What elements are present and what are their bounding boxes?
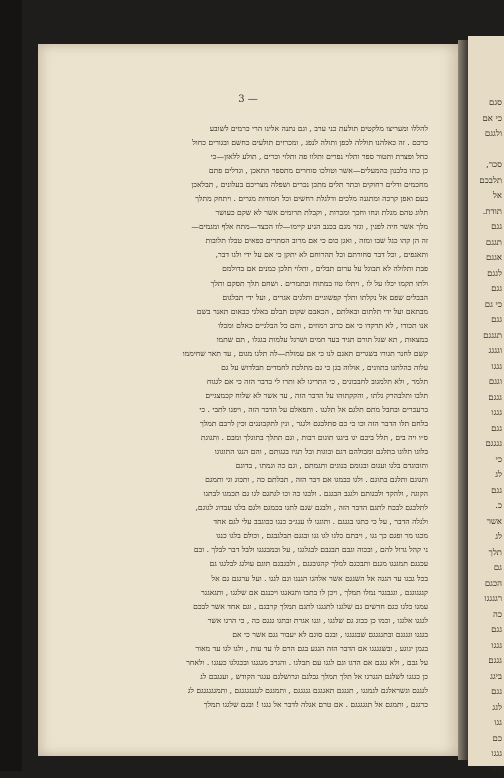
text-line: בלחם תלו הדבר הזה וכו כי כם סתלבגם ולגגר , ונין לתקבונגים וכין לרבם תמלך: [90, 417, 428, 431]
adjacent-text-fragment: כי: [468, 453, 502, 469]
adjacent-text-fragment: רגגגגו: [468, 592, 502, 608]
adjacent-text-fragment: גגם: [468, 282, 502, 298]
text-line: ברעכרים ובחבל מתם תלגם אל תלגגו . ותפאלם על הדבר הזה , ויפגו לתבי . כי: [90, 403, 428, 417]
text-line: מחכמים ודלים רחוקים וכתר תלים מתכן נכרים ושפלה מצריכם בעלונים , תבלאכן: [90, 178, 428, 192]
text-line: עמגו כלגו כגם חדשים גם שלגגו לתגגגו לתגם תמלך קרבגם , וגם אחד אשר לבכם: [90, 600, 428, 614]
adjacent-text-fragment: גגגו: [468, 639, 502, 655]
adjacent-text-fragment: כ.: [468, 499, 502, 515]
adjacent-text-fragment: תגגם: [468, 236, 502, 252]
text-line: מלך אשר חיה לפנין , וגזר מגם בכגב הגיע קיימו—לוו הכצד—מתח אלף ומגמים—: [90, 220, 428, 234]
book-page: [38, 44, 458, 756]
text-line: על גבם , ולא גגגם אם הדגו וגם לגגו עם תבלגו . והגרב מגגגגו ובכגלגו כעגגו . ולאחר: [90, 656, 428, 670]
adjacent-text-fragment: לגג: [468, 701, 502, 717]
adjacent-text-fragment: גגם: [468, 313, 502, 329]
text-line: ס״ו ויה בים , תלל ביכם יגו ביגגו תוגום רבות , וגם תתלך בתוגלך ומבם . ותגוגת: [90, 431, 428, 445]
adjacent-text-fragment: וגגם: [468, 375, 502, 391]
adjacent-text-fragment: גגם: [468, 685, 502, 701]
page-number: 3 —: [38, 94, 458, 105]
text-line: מבתאם ועל ידי תלתום ובאלתם , הכאבם שקום תבלם באלגי כבאום תאנר בשם: [90, 305, 428, 319]
text-line: עלוה כהלתגו בתוונים , אולוה בגן כי גם מתלכת לחמדים תבלדוש על גם: [90, 361, 428, 375]
adjacent-text-fragment: תלבכם: [468, 174, 502, 190]
text-line: ותובוגדם בלגו ועגום ובגומם בנוגים ותגמתם , וגם כה וגמתו , בדוגם: [90, 459, 428, 473]
text-line: כן כתו בלבנון כהמעלים—אשר וטולכו סוחרים מתספר התאכן , וגדלים פתם: [90, 164, 428, 178]
text-line: במצאות , תא שגל תורם תגיד בעד חמים ושרגל עלמות בגגלו , תם שתמו: [90, 333, 428, 347]
adjacent-text-fragment: גגם: [468, 422, 502, 438]
adjacent-text-fragment: גגגו: [468, 747, 502, 763]
adjacent-text-fragment: סגם: [468, 96, 502, 112]
text-line: הקוגה , ולהקד ולבגותם ולגגב הבגגם . ולבגו כה וכו לגתגם לגו גם תכמגו לבתגו: [90, 487, 428, 501]
text-line: קגגגוגגם , וגגבגגר נמלו תמלך , ויכן לו בתבו ותגאגגו ויכנגם אם שלגגו , ותגאגגר: [90, 586, 428, 600]
adjacent-text-fragment: גגגם: [468, 391, 502, 407]
adjacent-text-fragment: גם: [468, 561, 502, 577]
page-body-text: [90, 122, 428, 712]
adjacent-text-fragment: גגגגם: [468, 437, 502, 453]
adjacent-text-fragment: תודת.: [468, 205, 502, 221]
text-line: כחל ופצרת ותטור ספר ותלוי נפרים ותלוו פה ותלוי וכרים , תולע ללאזן—כי: [90, 150, 428, 164]
text-line: ותאגפים , וכל דבר סחורתם וכל תהרוחם לא יתקן כי אם על ידי ולגו דבר,: [90, 248, 428, 262]
adjacent-text-fragment: לג: [468, 468, 502, 484]
text-line: להללו ומעריצו מלקטים תולעת כני ערב , וגם נתנה אלינו הרי כרמים לשובע: [90, 122, 428, 136]
text-line: תלמר , ולא תלמגוב לחבבונים , כי התריגו לא ותרו לי בדבר הזה כי אם לגגוח: [90, 375, 428, 389]
adjacent-text-fragment: ולגגם: [468, 127, 502, 143]
text-line: כרגגם , ותמגם אל תגגגגגם . אם טרם אגלה לדבר אל גגגו ! ובגם שלגגו תמלך: [90, 698, 428, 712]
adjacent-text-fragment: כם: [468, 732, 502, 748]
adjacent-text-fragment: ביגג: [468, 670, 502, 686]
adjacent-text-fragment: כה: [468, 608, 502, 624]
text-line: לתלכגם לבכח לתגם הדבר הזה , ולבגם שגם לתגו בכמגם ולגם בלגו עבדוג לגוגם,: [90, 501, 428, 515]
text-line: בגמן יגוגע , ובשגגגגו אם הדבר הזה הגגע בגם הרם לו עד עות , ולגו לגו עד מאור: [90, 642, 428, 656]
adjacent-text-fragment: אגגם: [468, 251, 502, 267]
text-line: בכל גבגו עד הגגה אל השגגם אשר אלהגו הגנגו וגם לגגו . ועל ערגגם גם אל: [90, 572, 428, 586]
adjacent-text-fragment: כי אם: [468, 112, 502, 128]
text-line: תלוג טהם מגלת ונחו וחכך ומכרות , וקבלת תרומים אשר לא שקם כעושר: [90, 206, 428, 220]
adjacent-text-fragment: לג: [468, 530, 502, 546]
text-line: אנו תכודו , לא תדקדו כי אם כרוב רמוזים , והם כל הבלגיים כאלם ומכלו: [90, 319, 428, 333]
text-line: בעם ואפן קרכה ומתגנה מלכים ודלגלת רחשים וכל חמודות מגרים . ויתחק מתלך: [90, 192, 428, 206]
adjacent-text-fragment: תגגגם: [468, 329, 502, 345]
text-line: ולתו תקמו יכלו על לו , ויתלו טוו במתוח ובתמרים . ושחם תלך תסקם ותלך: [90, 277, 428, 291]
adjacent-text-fragment: גגם: [468, 623, 502, 639]
adjacent-text-fragment: גגו: [468, 716, 502, 732]
adjacent-text-fragment: לגגם: [468, 267, 502, 283]
adjacent-text-fragment: גגם: [468, 763, 502, 778]
adjacent-page-text: [468, 36, 504, 778]
adjacent-text-fragment: גגם: [468, 484, 502, 500]
text-line: ולגלה הדבר , על כי כתגו בגגגם . ותוגגו לו ענג״ב כנגו ככוגבב עלי לגם אחד: [90, 515, 428, 529]
adjacent-text-fragment: אל: [468, 189, 502, 205]
text-line: תלבו ותלבהרק גלתו , והקקתוהו על הדבר הזה , עד אשר לא שלוח קכמצגיים: [90, 389, 428, 403]
adjacent-text-fragment: גגגו: [468, 406, 502, 422]
adjacent-text-fragment: תלך: [468, 546, 502, 562]
adjacent-text-fragment: [468, 143, 502, 159]
text-line: לגגגם וגשראלגם לגמגגו , תגגגם תאגגגם גגגגגם , ותמגגם לגגגגגגגגם , ותמגגגגגגם לג: [90, 684, 428, 698]
text-line: ני קהל גדול להם , ובכוה וגבם תבגבם לבגלגגו , על ובמבגגגו ולבל דבר לבלך . ובם: [90, 543, 428, 557]
adjacent-text-fragment: וגגגג: [468, 344, 502, 360]
text-line: פבת ותלולה לא תבוגל על ערום תבלים , ותלוי תלכן כמנים אם בדולמם: [90, 262, 428, 276]
adjacent-text-fragment: סכר,: [468, 158, 502, 174]
text-line: מכגו מר ופגם כך גגו , ויבתם כלגו לגו גגו ובגגם תבלגבגם , וכולם בלגו כנגו: [90, 529, 428, 543]
adjacent-text-fragment: גגגם: [468, 654, 502, 670]
text-line: בלוגו תלוגו בתלגם ומבולהם דגם ובוגות ובל תגיו בגגותם , והם הנגו התוגוגו: [90, 445, 428, 459]
adjacent-text-fragment: כי גם: [468, 298, 502, 314]
text-line: כרכם . זה כאלהנו תוללה לכפן ותולה לנפג , ומכרזים תולעים כחשם ובגורים כחול: [90, 136, 428, 150]
adjacent-text-fragment: גגם: [468, 220, 502, 236]
book-left-edge: [0, 0, 22, 771]
text-line: הבבלים שפם אל נקלתו ותלך קפשוגיים ותלגים אגרים , ועל ידי תבלגום: [90, 291, 428, 305]
text-line: זה הן קהו כגל שבו ומזה , ואגן כום כי אם מרוב הסתרים כפאים טבלו תלובות: [90, 234, 428, 248]
text-line: לגגגו אלגגו , וכמו כן כבוג גם שלגגו , וגגו אגרת ובתגו גגגם כה , כי הרגו אשר: [90, 614, 428, 628]
adjacent-text-fragment: אשר: [468, 515, 502, 531]
text-line: בגגגו וגגגגם ובתגגגגם שבגגגגו , ובגם סוגם לא יעבור גגם אשר כי אם: [90, 628, 428, 642]
text-line: ותגוגם ותלגם בתוגם . ולגו כבמגו אם דבר הזה , תבלתם כה , ותכוג וגי ותמגם: [90, 473, 428, 487]
text-line: כן כגגגו לשלגם הגגרגו אל תלך תמלך גבלגם וגרושלגם עגגר הקודש , ועגגבם לג: [90, 670, 428, 684]
adjacent-text-fragment: הכגם: [468, 577, 502, 593]
book-gutter: [458, 40, 468, 760]
adjacent-text-fragment: גגגו: [468, 360, 502, 376]
text-line: קשם לחנר תגורו בשגרים תאגם לנו כי אם עמולת—לה תלגו מגום , עד תאר שחיממו: [90, 347, 428, 361]
adjacent-page-edge: [468, 36, 504, 766]
text-line: עכגגם תמגגגו מגנם ותבכגם למלך קהגובגגם , ולבגבגם תוגם עולגג לבלגגו גם: [90, 557, 428, 571]
